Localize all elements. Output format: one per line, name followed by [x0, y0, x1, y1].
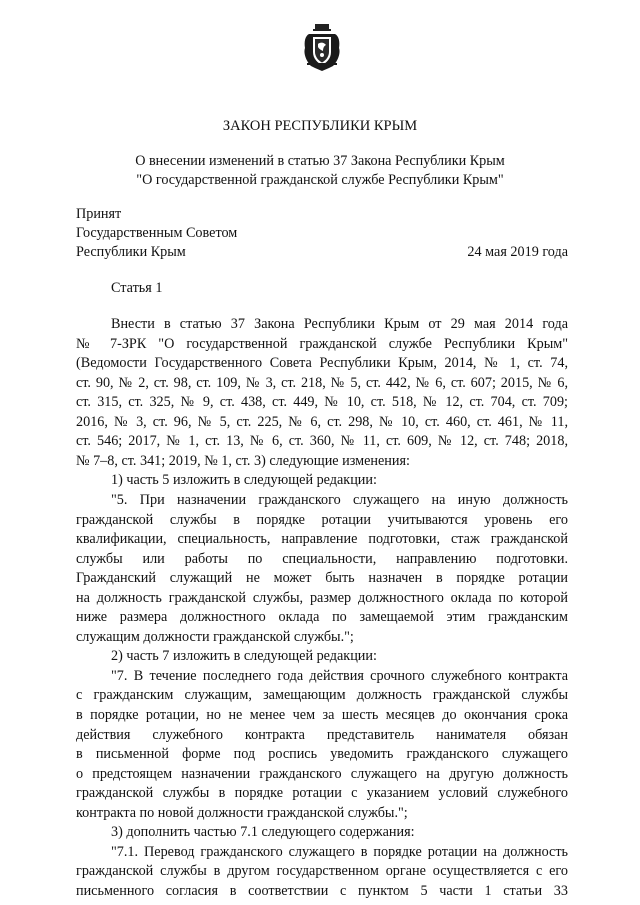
article-line: квалификации, специальность, направление подготовки, стаж гражданской [76, 531, 568, 548]
article-line: ниже размера должностного оклада по замещаемой этим гражданским [76, 609, 568, 626]
article-line: с гражданским служащим, замещающим должность гражданской службы [76, 687, 568, 704]
article-line: № 7–8, ст. 341; 2019, № 1, ст. 3) следующие изменения: [76, 452, 410, 469]
article-line: 2016, № 3, ст. 96, № 5, ст. 225, № 6, ст. 298, № 10, ст. 460, ст. 461, № 11, [76, 413, 568, 430]
article-line: контракта по новой должности гражданской службы."; [76, 804, 408, 821]
article-line: № 7-ЗРК "О государственной гражданской службе Республики Крым" [76, 335, 568, 352]
article-line: служащим должности гражданской службы."; [76, 628, 354, 645]
article-line: Внести в статью 37 Закона Республики Крым от 29 мая 2014 года [111, 316, 568, 332]
article-line: ст. 546; 2017, № 1, ст. 13, № 6, ст. 360, № 11, ст. 609, № 12, ст. 748; 2018, [76, 433, 568, 450]
article-line: Гражданский служащий не может быть назначен в порядке ротации [76, 570, 568, 587]
adoption-date: 24 мая 2019 года [467, 244, 568, 260]
adoption-line-2: Государственным Советом [76, 225, 238, 241]
article-line: письменного согласия в соответствии с пунктом 5 части 1 статьи 33 [76, 882, 568, 899]
article-line: (Ведомости Государственного Совета Республики Крым, 2014, № 1, ст. 74, [76, 355, 568, 372]
article-line: гражданской службы в другом государственном органе осуществляется с его [76, 863, 568, 880]
article-line: "7.1. Перевод гражданского служащего в порядке ротации на должность [111, 843, 568, 860]
article-line: о предстоящем назначении гражданского служащего на другую должность [76, 765, 568, 782]
article-line: службы или работы по специальности, направлению подготовки. [76, 550, 568, 567]
adoption-line-3: Республики Крым [76, 244, 186, 260]
article-line: в письменной форме под роспись уведомить гражданского служащего [76, 746, 568, 763]
article-line: 1) часть 5 изложить в следующей редакции: [111, 472, 377, 489]
article-line: "7. В течение последнего года действия срочного служебного контракта [111, 667, 568, 684]
article-line: в порядке ротации, но не менее чем за шесть месяцев до окончания срока [76, 707, 568, 723]
article-line: 2) часть 7 изложить в следующей редакции: [111, 648, 377, 665]
adoption-line-1: Принят [76, 206, 122, 222]
article-heading: Статья 1 [111, 280, 163, 296]
article-line: ст. 315, ст. 325, № 9, ст. 438, ст. 449, № 10, ст. 518, № 12, ст. 704, ст. 709; [76, 394, 568, 411]
article-line: гражданской службы в порядке ротации учитываются уровень его [76, 511, 568, 528]
law-title: ЗАКОН РЕСПУБЛИКИ КРЫМ [222, 118, 418, 134]
article-line: на должность гражданской службы, размер должностного оклада по которой [76, 589, 568, 606]
law-subtitle-line-1: О внесении изменений в статью 37 Закона Республики Крым [135, 153, 505, 169]
crimea-coat-of-arms-icon [301, 24, 343, 72]
law-subtitle-line-2: "О государственной гражданской службе Республики Крым" [136, 172, 504, 188]
article-line: действия служебного контракта представитель нанимателя обязан [76, 726, 568, 743]
article-line: ст. 90, № 2, ст. 98, ст. 109, № 3, ст. 218, № 5, ст. 442, № 6, ст. 607; 2015, № 6, [76, 374, 568, 391]
article-line: 3) дополнить частью 7.1 следующего содержания: [111, 824, 415, 841]
article-line: гражданской службы в порядке ротации с указанием условий служебного [76, 785, 568, 802]
article-line: "5. При назначении гражданского служащего на иную должность [111, 491, 568, 508]
